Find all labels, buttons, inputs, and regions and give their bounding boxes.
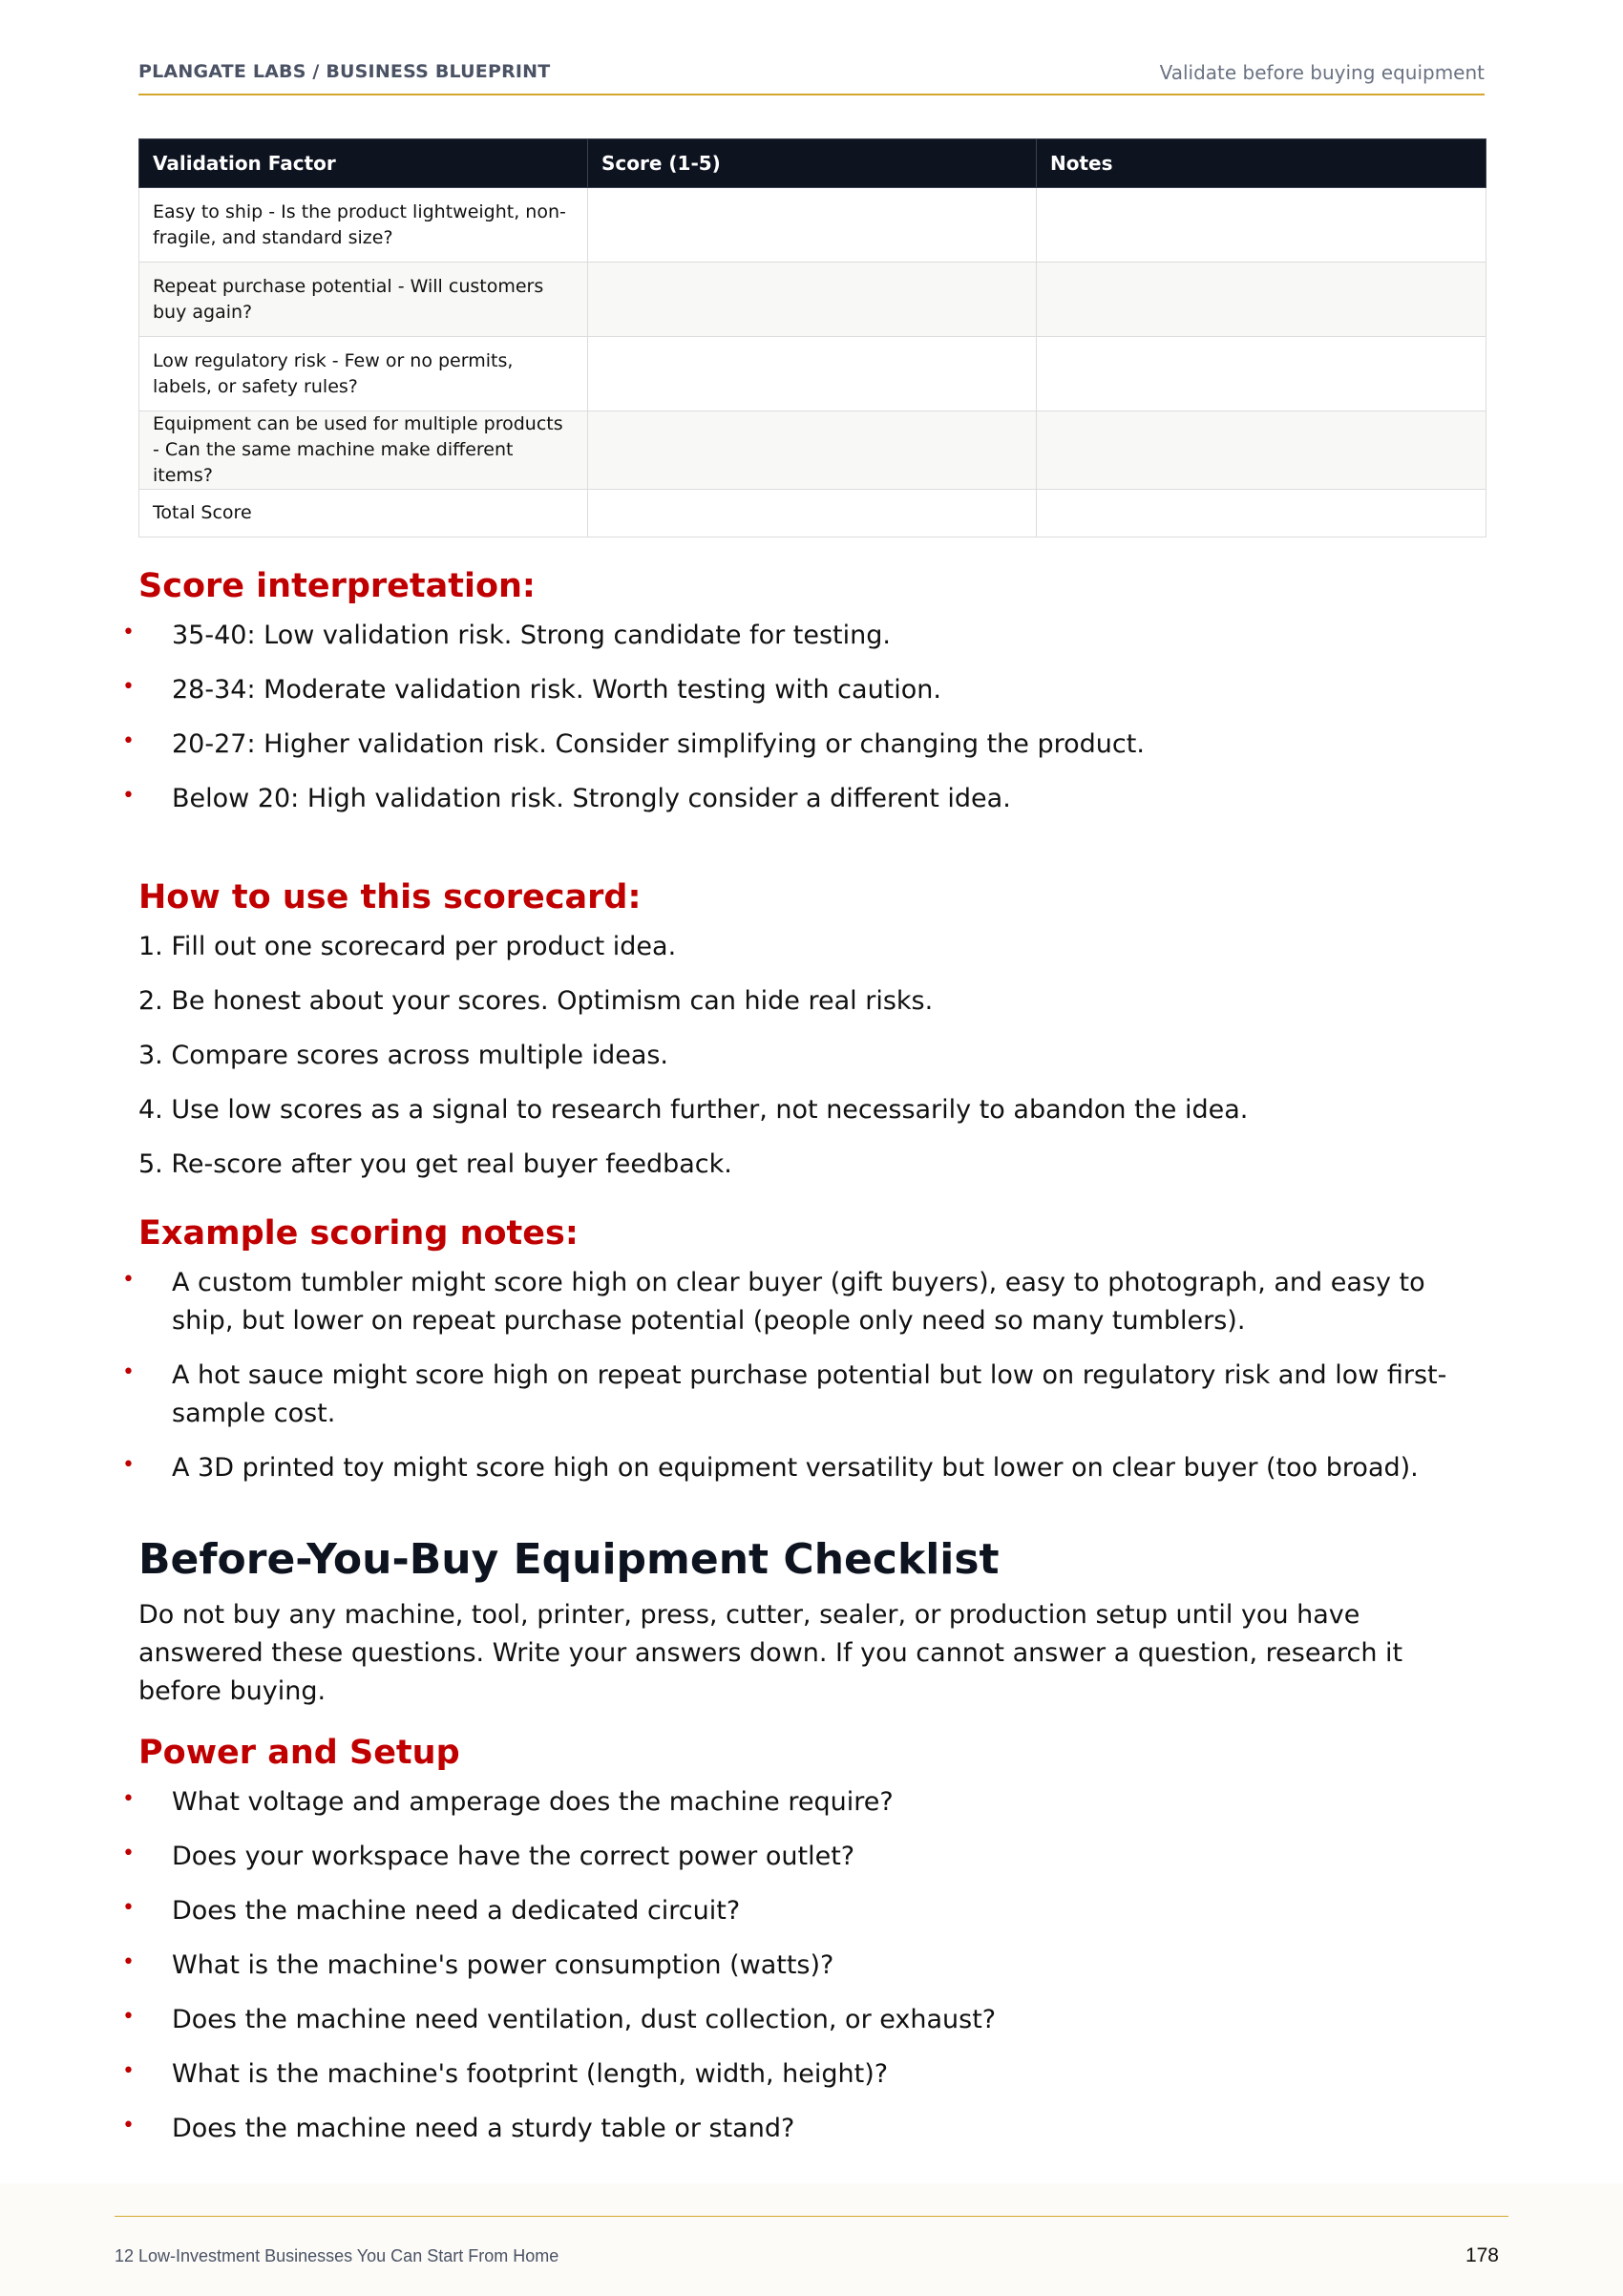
table-row <box>139 411 1486 490</box>
notes-cell <box>1037 263 1486 337</box>
table-row <box>139 263 1486 337</box>
list-item-text: Does the machine need a dedicated circuit? <box>172 1896 741 1926</box>
notes-cell <box>1037 188 1486 263</box>
footer-band <box>0 2183 1623 2296</box>
list-item <box>122 1892 1485 1930</box>
bullet-icon: • <box>122 2005 135 2029</box>
column-header: Validation Factor <box>139 139 588 188</box>
page-number: 178 <box>1465 2244 1499 2266</box>
notes-cell <box>1037 490 1486 537</box>
bullet-icon: • <box>122 1842 135 1865</box>
bullet-icon: • <box>122 1950 135 1974</box>
list-item: 1. Fill out one scorecard per product idea. <box>138 932 677 961</box>
factor-cell: Equipment can be used for multiple products - Can the same machine make different items? <box>139 411 588 490</box>
list-item-text: Does your workspace have the correct power outlet? <box>172 1842 855 1871</box>
list-item: 2. Be honest about your scores. Optimism can hide real risks. <box>138 986 934 1016</box>
list-item-text: What is the machine's footprint (length, width, height)? <box>172 2059 889 2089</box>
list-item <box>122 1449 1485 1487</box>
table-row <box>139 188 1486 263</box>
score-cell <box>588 490 1037 537</box>
list-item: 4. Use low scores as a signal to research further, not necessarily to abandon the idea. <box>138 1095 1249 1125</box>
bullet-list <box>122 1264 1485 1487</box>
bullet-list <box>122 617 1485 818</box>
table-header-row <box>139 139 1486 188</box>
footer-divider <box>115 2216 1508 2217</box>
list-item <box>122 780 1485 818</box>
list-item-text: Does the machine need ventilation, dust collection, or exhaust? <box>172 2005 997 2034</box>
list-item <box>122 726 1485 764</box>
list-item-text: A custom tumbler might score high on clear buyer (gift buyers), easy to photograph, and easy to ship, but lower on repeat purchase potential (people only need so many tumblers). <box>172 1268 1425 1336</box>
factor-cell: Total Score <box>139 490 588 537</box>
page-header <box>138 55 1485 95</box>
checklist-intro: Do not buy any machine, tool, printer, press, cutter, sealer, or production setup until you have answered these questions. Write your answers down. If you cannot answer a question, research it before buying. <box>138 1600 1403 1706</box>
list-item <box>122 1783 1485 1822</box>
list-item-text: What voltage and amperage does the machine require? <box>172 1787 894 1817</box>
bullet-icon: • <box>122 2114 135 2138</box>
bullet-icon: • <box>122 675 135 699</box>
footer-book-title: 12 Low-Investment Businesses You Can Start From Home <box>115 2246 559 2265</box>
examples-section <box>122 1212 1485 1504</box>
list-item <box>122 617 1485 655</box>
section-heading: Score interpretation: <box>138 567 536 605</box>
table-row-total <box>139 490 1486 537</box>
list-item <box>122 2055 1485 2094</box>
list-item <box>122 2110 1485 2148</box>
interpretation-section <box>122 565 1485 834</box>
list-item-text: 28-34: Moderate validation risk. Worth testing with caution. <box>172 675 941 705</box>
bullet-icon: • <box>122 1268 135 1292</box>
list-item-text: Below 20: High validation risk. Strongly consider a different idea. <box>172 784 1011 813</box>
validation-scorecard-table <box>138 138 1486 537</box>
notes-cell <box>1037 337 1486 411</box>
factor-cell: Easy to ship - Is the product lightweight, non-fragile, and standard size? <box>139 188 588 263</box>
list-item-text: What is the machine's power consumption (watts)? <box>172 1950 834 1980</box>
section-heading: Example scoring notes: <box>138 1214 579 1253</box>
score-cell <box>588 188 1037 263</box>
section-heading: Power and Setup <box>138 1734 460 1772</box>
list-item <box>122 1838 1485 1876</box>
list-item <box>122 1264 1485 1340</box>
score-cell <box>588 263 1037 337</box>
score-cell <box>588 411 1037 490</box>
score-cell <box>588 337 1037 411</box>
list-item <box>122 1947 1485 1985</box>
list-item-text: A hot sauce might score high on repeat purchase potential but low on regulatory risk and low first-sample cost. <box>172 1360 1447 1428</box>
list-item-text: A 3D printed toy might score high on equipment versatility but lower on clear buyer (too broad). <box>172 1453 1419 1483</box>
list-item-text: 20-27: Higher validation risk. Consider simplifying or changing the product. <box>172 729 1145 759</box>
how-to-section <box>138 876 1485 1200</box>
bullet-icon: • <box>122 784 135 808</box>
bullet-list <box>122 1783 1485 2148</box>
list-item: 5. Re-score after you get real buyer feedback. <box>138 1149 732 1179</box>
checklist-title: Before-You-Buy Equipment Checklist <box>138 1535 1000 1584</box>
bullet-icon: • <box>122 2059 135 2083</box>
bullet-icon: • <box>122 1787 135 1811</box>
list-item <box>122 2001 1485 2039</box>
checklist-section <box>122 1533 1485 2164</box>
bullet-icon: • <box>122 1360 135 1384</box>
list-item-text: 35-40: Low validation risk. Strong candidate for testing. <box>172 621 891 650</box>
column-header: Notes <box>1037 139 1486 188</box>
bullet-icon: • <box>122 729 135 753</box>
factor-cell: Repeat purchase potential - Will customers buy again? <box>139 263 588 337</box>
section-heading: How to use this scorecard: <box>138 878 642 916</box>
list-item: 3. Compare scores across multiple ideas. <box>138 1041 669 1070</box>
column-header: Score (1-5) <box>588 139 1037 188</box>
bullet-icon: • <box>122 1896 135 1920</box>
table-row <box>139 337 1486 411</box>
header-right-title: Validate before buying equipment <box>1159 61 1485 84</box>
list-item-text: Does the machine need a sturdy table or stand? <box>172 2114 795 2143</box>
list-item <box>122 1357 1485 1433</box>
notes-cell <box>1037 411 1486 490</box>
bullet-icon: • <box>122 621 135 644</box>
header-left-title: PLANGATE LABS / BUSINESS BLUEPRINT <box>138 61 551 82</box>
numbered-list <box>138 928 1485 1184</box>
list-item <box>122 671 1485 709</box>
bullet-icon: • <box>122 1453 135 1477</box>
factor-cell: Low regulatory risk - Few or no permits, labels, or safety rules? <box>139 337 588 411</box>
